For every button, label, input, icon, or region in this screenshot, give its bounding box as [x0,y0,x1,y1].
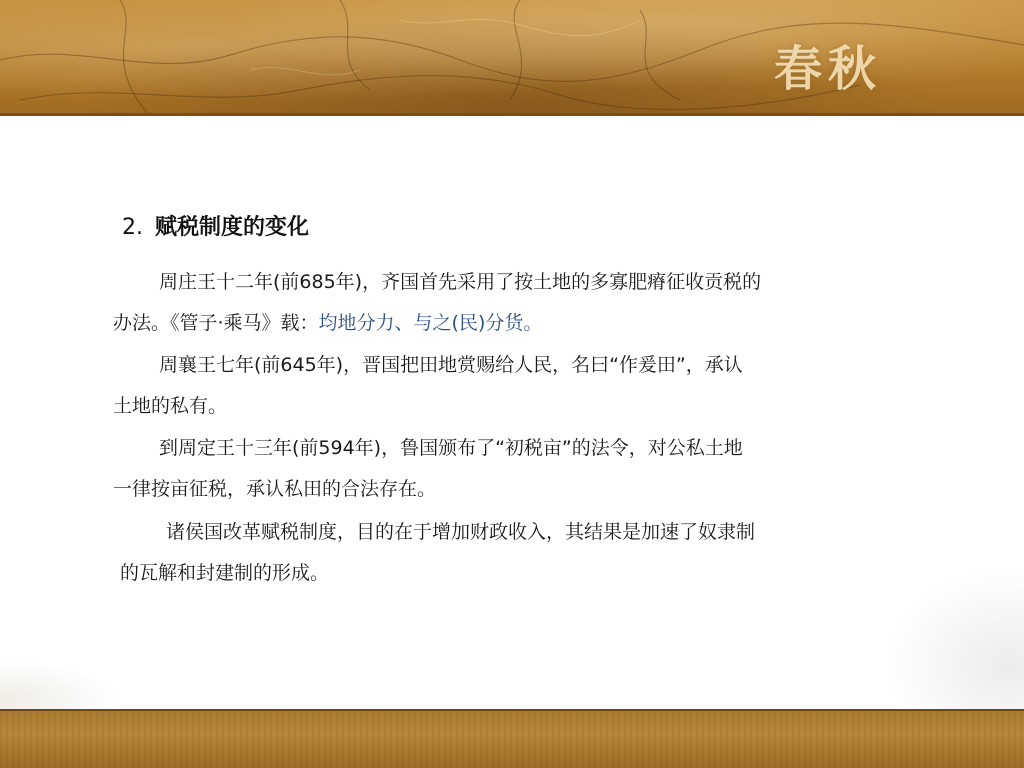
paragraph [113,428,743,510]
paragraph-line: 一律按亩征税，承认私田的合法存在。 [113,478,437,500]
paragraph-line [113,303,761,344]
quoted-text: 均地分力、与之(民)分货。 [318,312,543,334]
paragraph-line: 土地的私有。 [113,395,228,417]
paragraph [113,262,761,344]
paragraph [113,345,743,427]
footer-band [0,709,1024,768]
paragraph-line: 周庄王十二年(前685年)，齐国首先采用了按土地的多寡肥瘠征收贡税的 [159,271,762,293]
paragraph-line: 的瓦解和封建制的形成。 [120,562,330,584]
banner-title: 春秋 [773,41,882,97]
paragraph-line: 诸侯国改革赋税制度，目的在于增加财政收入，其结果是加速了奴隶制 [166,521,756,543]
paragraph-line: 周襄王七年(前645年)，晋国把田地赏赐给人民，名曰“作爰田”，承认 [159,354,743,376]
paragraph [120,512,755,594]
section-title: 赋税制度的变化 [155,215,310,240]
section-number: 2. [122,215,143,240]
paragraph-line: 到周定王十三年(前594年)，鲁国颁布了“初税亩”的法令，对公私土地 [159,437,743,459]
text-fragment: 办法。《管子·乘马》载： [113,312,319,334]
section-heading [122,210,309,241]
